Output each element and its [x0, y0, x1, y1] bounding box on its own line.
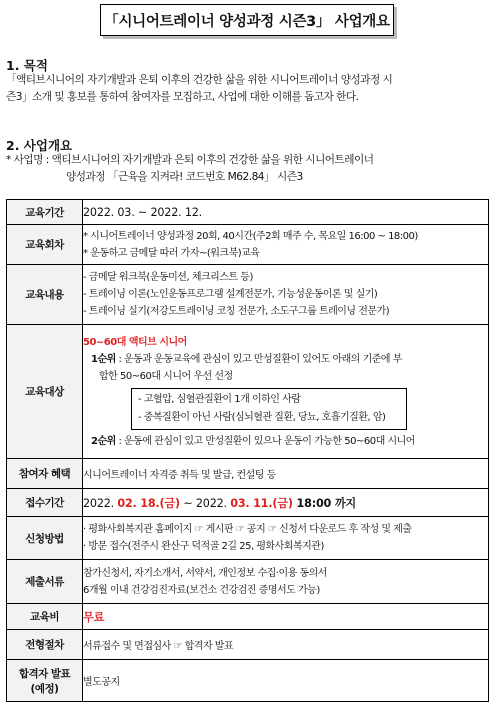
project-name-line-1: * 사업명 : 액티브시니어의 자기개발과 은퇴 이후의 건강한 삶을 위한 시니어트레이너 [6, 154, 374, 166]
label-target: 교육대상 [7, 325, 83, 459]
purpose-text [6, 72, 392, 106]
rank2-label: 2순위 [91, 435, 116, 447]
value-documents [83, 560, 489, 604]
value-benefit: 시니어트레이너 자격증 취득 및 발급, 컨설팅 등 [83, 459, 489, 489]
sessions-line-2: * 운동하고 금메달 따러 가자~(워크북)교육 [83, 247, 260, 259]
value-content [83, 265, 489, 325]
target-rank1-cont: 합한 50~60대 시니어 우선 선정 [99, 370, 233, 382]
row-method [7, 517, 489, 560]
sessions-line-1: * 시니어트레이너 양성과정 20회, 40시간(주2회 매주 수, 목요일 16:00 ~ 18:00) [83, 230, 418, 242]
app-start-date: 02. 18.(금) [117, 496, 180, 510]
label-period: 교육기간 [7, 200, 83, 225]
value-selection: 서류접수 및 면접심사 ☞ 합격자 발표 [83, 630, 489, 660]
section1-heading: 1. 목적 [6, 58, 48, 73]
criteria-box [131, 388, 407, 430]
row-application-period [7, 489, 489, 517]
overview-table [6, 199, 489, 702]
documents-line-2: 6개월 이내 건강검진자료(보건소 건강검진 증명서도 가능) [83, 584, 320, 596]
label-benefit: 참여자 혜택 [7, 459, 83, 489]
row-benefit [7, 459, 489, 489]
project-name-line-2: 양성과정 「근육을 지켜라! 코드번호 M62.84」 시즌3 [66, 171, 303, 183]
document-title: 「시니어트레이너 양성과정 시즌3」 사업개요 [100, 4, 394, 36]
project-name-text [6, 152, 373, 186]
value-period: 2022. 03. ~ 2022. 12. [83, 200, 489, 225]
row-fee [7, 604, 489, 630]
target-rank1 [83, 351, 488, 368]
target-rank2 [83, 433, 488, 450]
announcement-label-2: (예정) [30, 682, 59, 695]
section2-heading: 2. 사업개요 [6, 138, 73, 153]
row-target [7, 325, 489, 459]
app-end-date: 03. 11.(금) [230, 496, 293, 510]
method-line-1: · 평화사회복지관 홈페이지 ☞ 게시판 ☞ 공지 ☞ 신청서 다운로드 후 작성 및 제출 [83, 524, 412, 535]
method-line-2: · 방문 접수(전주시 완산구 덕적골 2길 25, 평화사회복지관) [83, 541, 324, 552]
documents-line-1: 참가신청서, 자기소개서, 서약서, 개인정보 수집·이용 동의서 [83, 567, 327, 579]
label-documents: 제출서류 [7, 560, 83, 604]
content-line-2: - 트레이닝 이론(노인운동프로그램 설계전문가, 기능성운동이론 및 실기) [83, 289, 378, 300]
label-content: 교육내용 [7, 265, 83, 325]
value-target [83, 325, 489, 459]
rank1-text: : 운동과 운동교육에 관심이 있고 만성질환이 있어도 아래의 기준에 부 [115, 353, 402, 365]
app-deadline-time: 18:00 까지 [292, 496, 357, 510]
row-announcement [7, 660, 489, 702]
announcement-label-1: 합격자 발표 [18, 667, 71, 680]
app-prefix: 2022. [83, 496, 118, 510]
label-application-period: 접수기간 [7, 489, 83, 517]
row-documents [7, 560, 489, 604]
value-method [83, 517, 489, 560]
row-content [7, 265, 489, 325]
label-fee: 교육비 [7, 604, 83, 630]
purpose-line-2: 즌3」소개 및 홍보를 통하여 참여자를 모집하고, 사업에 대한 이해를 돕고자 한다. [6, 91, 359, 103]
target-headline: 50~60대 액티브 시니어 [83, 336, 187, 348]
purpose-line-1: 「액티브시니어의 자기개발과 은퇴 이후의 건강한 삶을 위한 시니어트레이너 양성과정 시 [6, 74, 393, 86]
label-announcement [7, 660, 83, 702]
value-sessions [83, 225, 489, 265]
label-sessions: 교육회차 [7, 225, 83, 265]
value-announcement: 별도공지 [83, 660, 489, 702]
rank2-text: : 운동에 관심이 있고 만성질환이 있으나 운동이 가능한 50~60대 시니어 [115, 435, 415, 447]
row-selection [7, 630, 489, 660]
row-period [7, 200, 489, 225]
label-method: 신청방법 [7, 517, 83, 560]
label-selection: 전형절차 [7, 630, 83, 660]
row-sessions [7, 225, 489, 265]
criteria-item: - 고혈압, 심혈관질환이 1개 이하인 사람 [138, 393, 301, 405]
value-fee: 무료 [83, 604, 489, 630]
criteria-item: - 중복질환이 아닌 사람(심뇌혈관 질환, 당뇨, 호흡기질환, 암) [138, 411, 386, 423]
app-middle: ~ 2022. [179, 496, 231, 510]
rank1-label: 1순위 [91, 353, 116, 365]
content-line-1: - 금메달 워크북(운동미션, 체크리스트 등) [83, 272, 253, 283]
value-application-period [83, 489, 489, 517]
content-line-3: - 트레이닝 실기(저강도트레이닝 코칭 전문가, 소도구그룹 트레이닝 전문가) [83, 306, 390, 317]
